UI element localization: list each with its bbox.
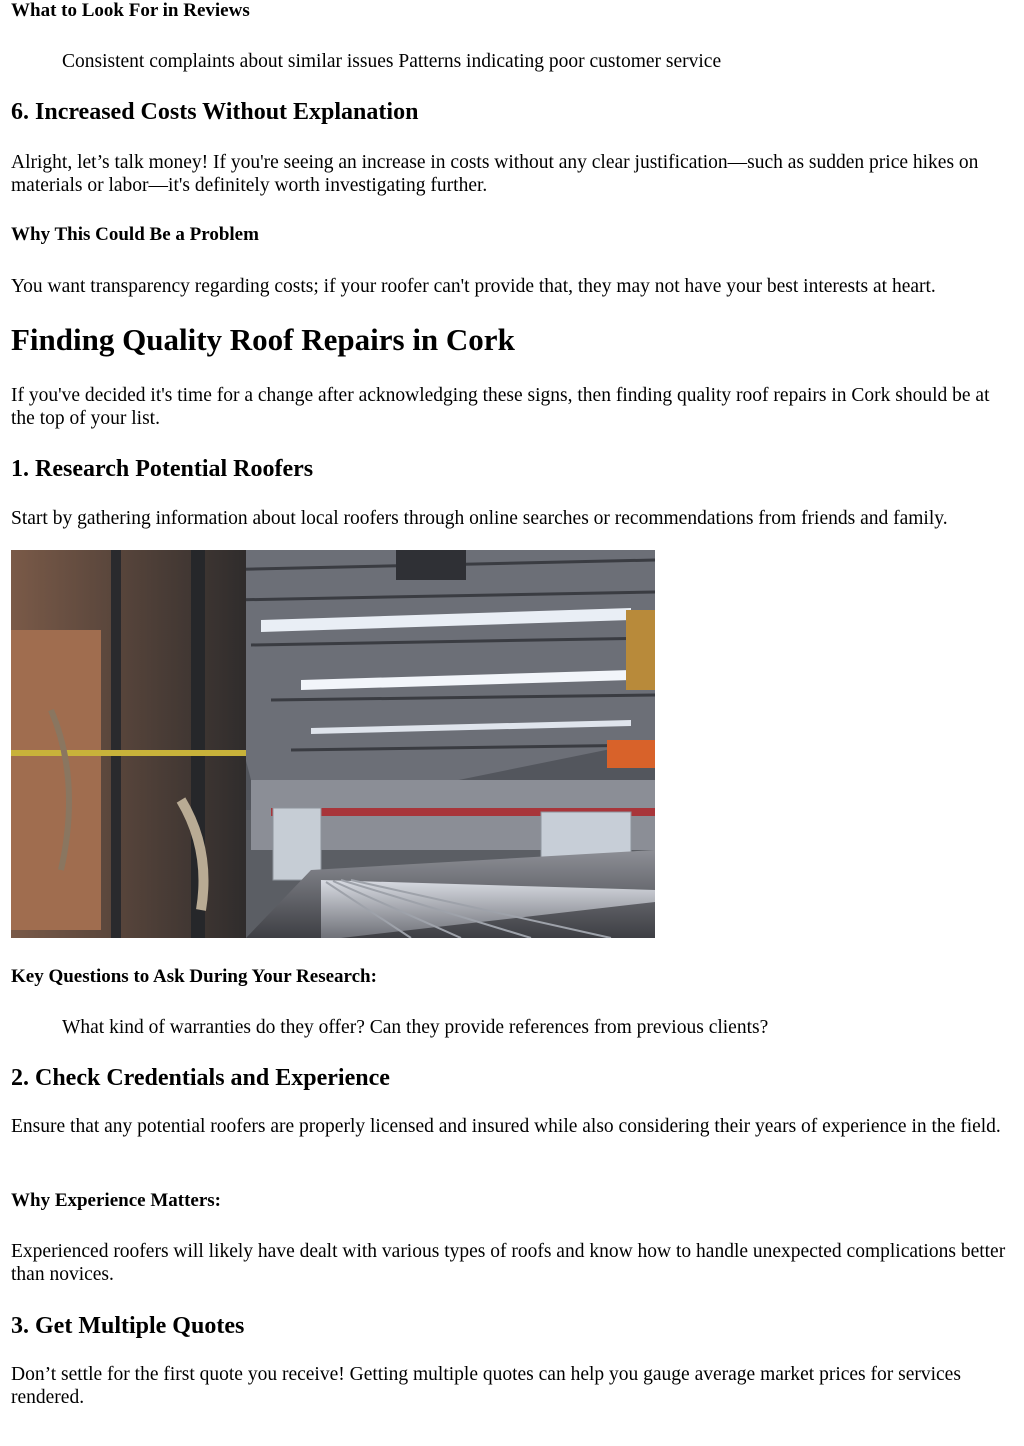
costs-sub-body: You want transparency regarding costs; if your roofer can't provide that, they may not have your best interests at heart. [11, 276, 936, 297]
quotes-heading: 3. Get Multiple Quotes [11, 1313, 245, 1339]
costs-body: Alright, let’s talk money! If you're seeing an increase in costs without any clear justification—such as sudden price hikes on materials or labor—it's definitely worth investigating further. [11, 152, 979, 196]
research-body: Start by gathering information about local roofers through online searches or recommendations from friends and family. [11, 508, 948, 529]
quotes-body: Don’t settle for the first quote you receive! Getting multiple quotes can help you gauge average market prices for services rendered. [11, 1364, 961, 1408]
costs-heading: 6. Increased Costs Without Explanation [11, 99, 419, 125]
finding-heading: Finding Quality Roof Repairs in Cork [11, 322, 515, 357]
reviews-heading: What to Look For in Reviews [11, 0, 250, 21]
questions-heading: Key Questions to Ask During Your Research: [11, 966, 377, 987]
finding-body: If you've decided it's time for a change after acknowledging these signs, then finding quality roof repairs in Cork should be at the top of your list. [11, 385, 990, 429]
reviews-list: Consistent complaints about similar issues Patterns indicating poor customer service [62, 51, 722, 72]
credentials-sub-body: Experienced roofers will likely have dealt with various types of roofs and know how to handle unexpected complications better than novices. [11, 1241, 1006, 1285]
factory-interior-photo [11, 550, 655, 938]
credentials-body: Ensure that any potential roofers are properly licensed and insured while also considering their years of experience in the field. [11, 1116, 1001, 1137]
questions-list: What kind of warranties do they offer? Can they provide references from previous clients? [62, 1017, 769, 1038]
research-heading: 1. Research Potential Roofers [11, 456, 314, 482]
costs-sub-heading: Why This Could Be a Problem [11, 224, 259, 245]
credentials-sub-heading: Why Experience Matters: [11, 1190, 221, 1211]
credentials-heading: 2. Check Credentials and Experience [11, 1065, 390, 1091]
